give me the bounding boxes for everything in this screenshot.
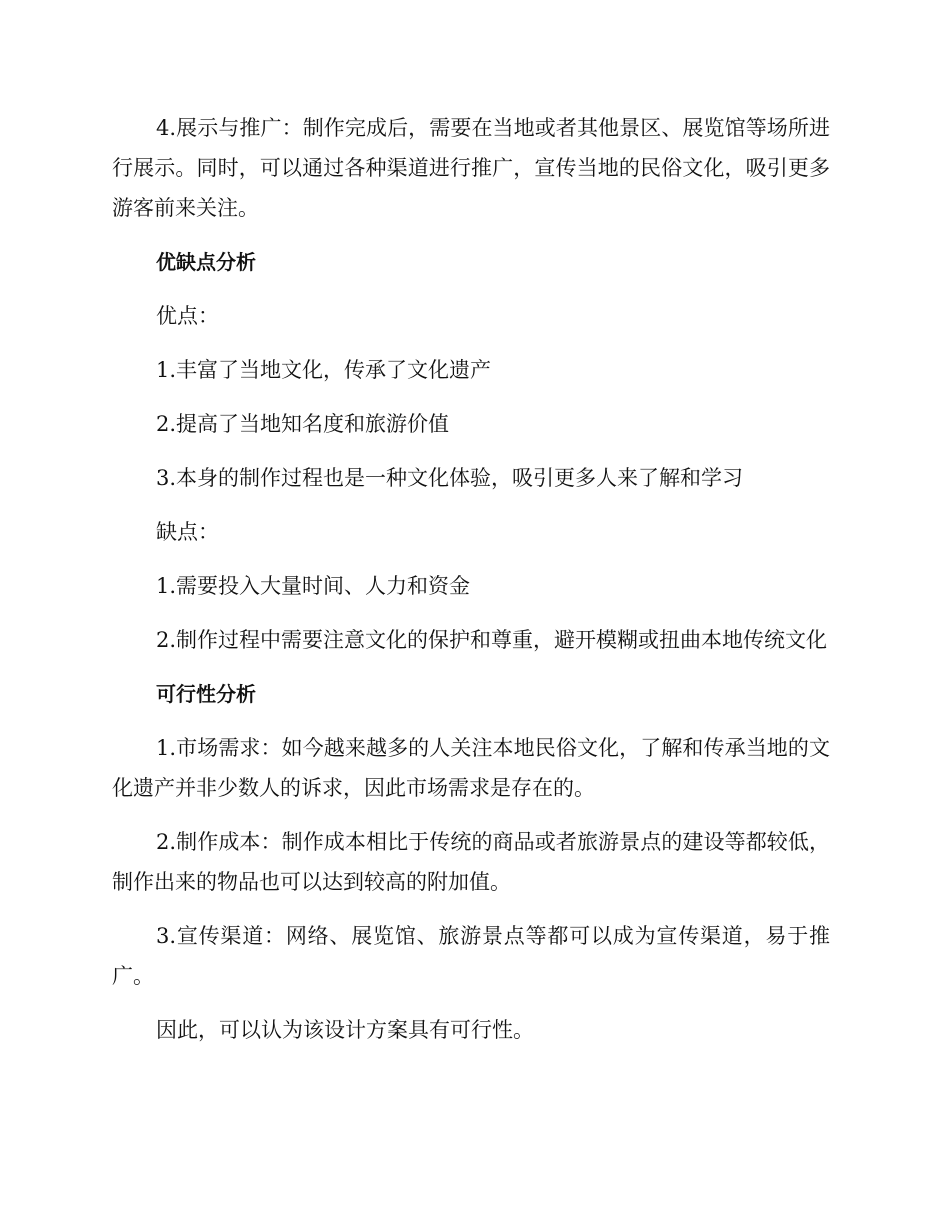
document-body [112,108,830,1064]
disadvantage-item-1: 1.需要投入大量时间、人力和资金 [156,574,471,598]
advantage-item-1: 1.丰富了当地文化，传承了文化遗产 [156,358,492,382]
label-advantages: 优点： [156,304,219,328]
heading-feasibility: 可行性分析 [156,682,256,706]
disadvantage-item-2: 2.制作过程中需要注意文化的保护和尊重，避开模糊或扭曲本地传统文化 [156,628,828,652]
feasibility-item-1: 1.市场需求：如今越来越多的人关注本地民俗文化，了解和传承当地的文化遗产并非少数人的诉求，因此市场需求是存在的。 [112,736,830,800]
advantage-item-2: 2.提高了当地知名度和旅游价值 [156,412,450,436]
feasibility-item-2: 2.制作成本：制作成本相比于传统的商品或者旅游景点的建设等都较低，制作出来的物品也可以达到较高的附加值。 [112,830,830,894]
label-disadvantages: 缺点： [156,520,219,544]
feasibility-item-3: 3.宣传渠道：网络、展览馆、旅游景点等都可以成为宣传渠道，易于推广。 [112,924,830,988]
heading-pros-cons: 优缺点分析 [156,250,256,274]
paragraph-display-promotion: 4.展示与推广：制作完成后，需要在当地或者其他景区、展览馆等场所进行展示。同时，可以通过各种渠道进行推广，宣传当地的民俗文化，吸引更多游客前来关注。 [112,116,830,220]
advantage-item-3: 3.本身的制作过程也是一种文化体验，吸引更多人来了解和学习 [156,466,744,490]
conclusion-paragraph: 因此，可以认为该设计方案具有可行性。 [156,1018,534,1042]
